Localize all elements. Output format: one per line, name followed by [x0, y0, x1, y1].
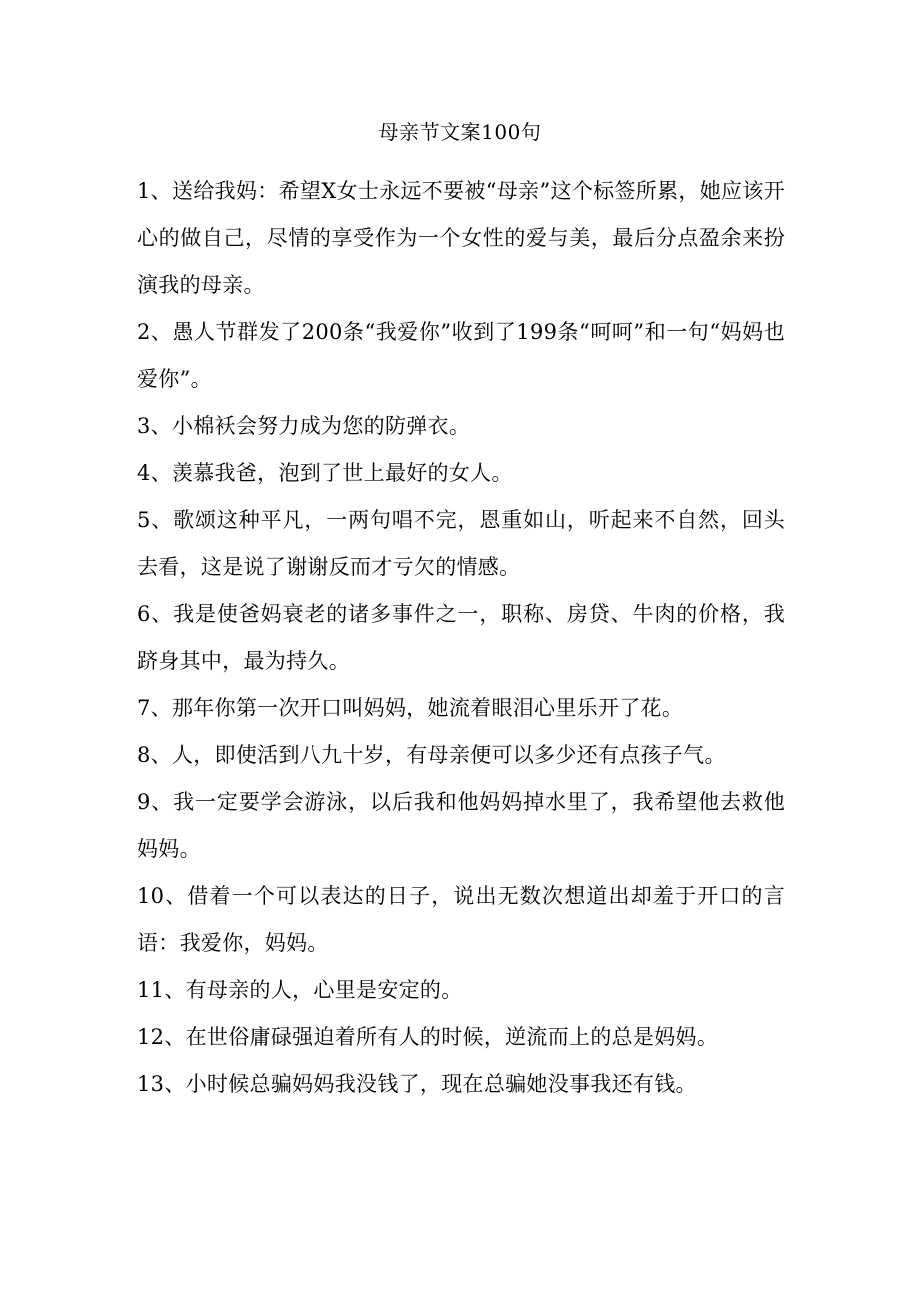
list-item: 7、那年你第一次开口叫妈妈，她流着眼泪心里乐开了花。	[137, 696, 684, 720]
page-title: 母亲节文案100句	[378, 120, 542, 144]
list-item: 11、有母亲的人，心里是安定的。	[137, 978, 463, 1002]
list-item: 10、借着一个可以表达的日子，说出无数次想道出却羞于开口的言语：我爱你，妈妈。	[137, 884, 785, 955]
list-item: 3、小棉袄会努力成为您的防弹衣。	[137, 414, 471, 438]
document-body	[137, 168, 785, 1108]
list-item: 13、小时候总骗妈妈我没钱了，现在总骗她没事我还有钱。	[137, 1072, 697, 1096]
list-item: 6、我是使爸妈衰老的诸多事件之一，职称、房贷、牛肉的价格，我跻身其中，最为持久。	[137, 602, 785, 673]
list-item: 12、在世俗庸碌强迫着所有人的时候，逆流而上的总是妈妈。	[137, 1025, 719, 1049]
list-item: 8、人，即使活到八九十岁，有母亲便可以多少还有点孩子气。	[137, 743, 726, 767]
list-item: 4、羡慕我爸，泡到了世上最好的女人。	[137, 461, 513, 485]
list-item: 1、送给我妈：希望X女士永远不要被“母亲”这个标签所累，她应该开心的做自己，尽情的享受作为一个女性的爱与美，最后分点盈余来扮演我的母亲。	[137, 179, 785, 297]
list-item: 2、愚人节群发了200条“我爱你”收到了199条“呵呵”和一句“妈妈也爱你”。	[137, 320, 785, 391]
list-item: 5、歌颂这种平凡，一两句唱不完，恩重如山，听起来不自然，回头去看，这是说了谢谢反而才亏欠的情感。	[137, 508, 785, 579]
list-item: 9、我一定要学会游泳，以后我和他妈妈掉水里了，我希望他去救他妈妈。	[137, 790, 785, 861]
